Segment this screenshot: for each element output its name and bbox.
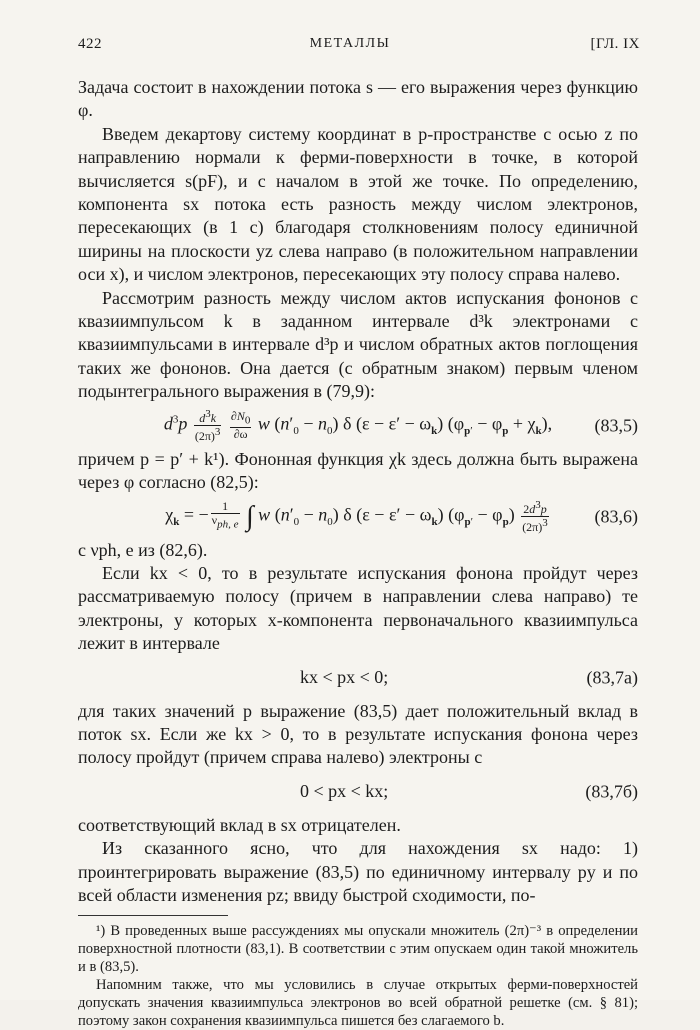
paragraph-8: соответствующий вклад в sx отрицателен. (78, 814, 401, 835)
paragraph-9: Из сказанного ясно, что для нахождения sx надо: 1) проинтегрировать выражение (83,5) по единичному интервалу py и по всей области изменения pz; ввиду быстрой сходимости, по- (78, 838, 638, 905)
equation-83-5-label: (83,5) (594, 414, 638, 435)
equation-83-6 (78, 497, 638, 537)
paragraph-7: для таких значений p выражение (83,5) дает положительный вклад в поток sx. Если же kx > 0, то в результате испускания фонона через полосу пройдут (причем справа налево) электроны с (78, 700, 638, 768)
equation-83-7b-label: (83,7б) (585, 781, 638, 802)
paragraph-4: причем p = p′ + k¹). Фононная функция χk здесь должна быть выражена через φ согласно (82,5): (78, 448, 638, 493)
footnote-1: ¹) В проведенных выше рассуждениях мы опускали множитель (2π)⁻³ в определении поверхностной плотности (83,1). В соответствии с этим опускаем один такой множитель и в (83,5). (78, 923, 638, 976)
equation-83-7a-label: (83,7а) (586, 666, 638, 687)
paragraph-6: Если kx < 0, то в результате испускания фонона пройдут через рассматриваемую полосу (причем в направлении слева направо) те электроны, у которых x-компонента первоначального квазиимпульса лежит в интервале (78, 562, 638, 654)
paragraph-3: Рассмотрим разность между числом актов испускания фононов с квазиимпульсом k в заданном интервале d³k электронами с квазиимпульсами в интервале d³p и числом обратных актов поглощения таких же фононов. Она дается (с обратным знаком) первым членом подынтегрального выражения в (79,9): (78, 287, 638, 402)
running-title: МЕТАЛЛЫ (309, 36, 391, 51)
footnotes (78, 922, 638, 1030)
equation-83-7b (78, 772, 638, 812)
paragraph-1: Задача состоит в нахождении потока s — его выражения через функцию φ. (78, 77, 638, 121)
paragraph-2: Введем декартову систему координат в p-пространстве с осью z по направлению нормали к ферми-поверхности в точке, в которой вычисляется s(pF), и с началом в этой же точке. По определению, компонента sx потока есть разность между числом электронов, пересекающих (в 1 с) благодаря столкновениям полосу единичной ширины на плоскости yz слева направо (в положительном направлении оси x), и числом электронов, пересекающих эту полосу справа налево. (78, 123, 638, 285)
page-number: 422 (78, 36, 102, 52)
main-text (78, 76, 638, 1030)
footnote-divider (78, 915, 228, 916)
equation-83-6-formula: $\chi_k$ = − $\frac{1}{\nu_{ph, e}}$ ∫ w $(n'_0 - n_0)$ δ $(\varepsilon - \varepsilon' - \omega_k)$ $(\varphi_{p'} - \varphi_p)$ $\frac{2d^3p}{(2\pi)^3}$ (165, 498, 548, 534)
equation-83-7b-formula: 0 < px < kx; (300, 781, 389, 802)
paragraph-5: с νph, e из (82,6). (78, 539, 208, 560)
equation-83-6-label: (83,6) (594, 505, 638, 526)
equation-83-7a (78, 658, 638, 698)
equation-83-5 (78, 406, 638, 446)
chapter-marker: [ГЛ. IX (590, 36, 640, 52)
equation-83-7a-formula: kx < px < 0; (300, 666, 389, 687)
equation-83-5-formula: $d^3p$ $\frac{d^3k}{(2\pi)^3}$ $\frac{\partial N_0}{\partial\omega}$ w $(n'_0 - n_0)$ δ $(\varepsilon - \varepsilon' - \omega_k)$ $(\varphi_{p'} - \varphi_p + \chi_k)$, (163, 407, 553, 443)
footnote-2: Напомним также, что мы условились в случае открытых ферми-поверхностей допускать значения квазиимпульса электронов во всей обратной решетке (см. § 81); поэтому закон сохранения квазиимпульса пишется без слагаемого b. (78, 977, 638, 1030)
